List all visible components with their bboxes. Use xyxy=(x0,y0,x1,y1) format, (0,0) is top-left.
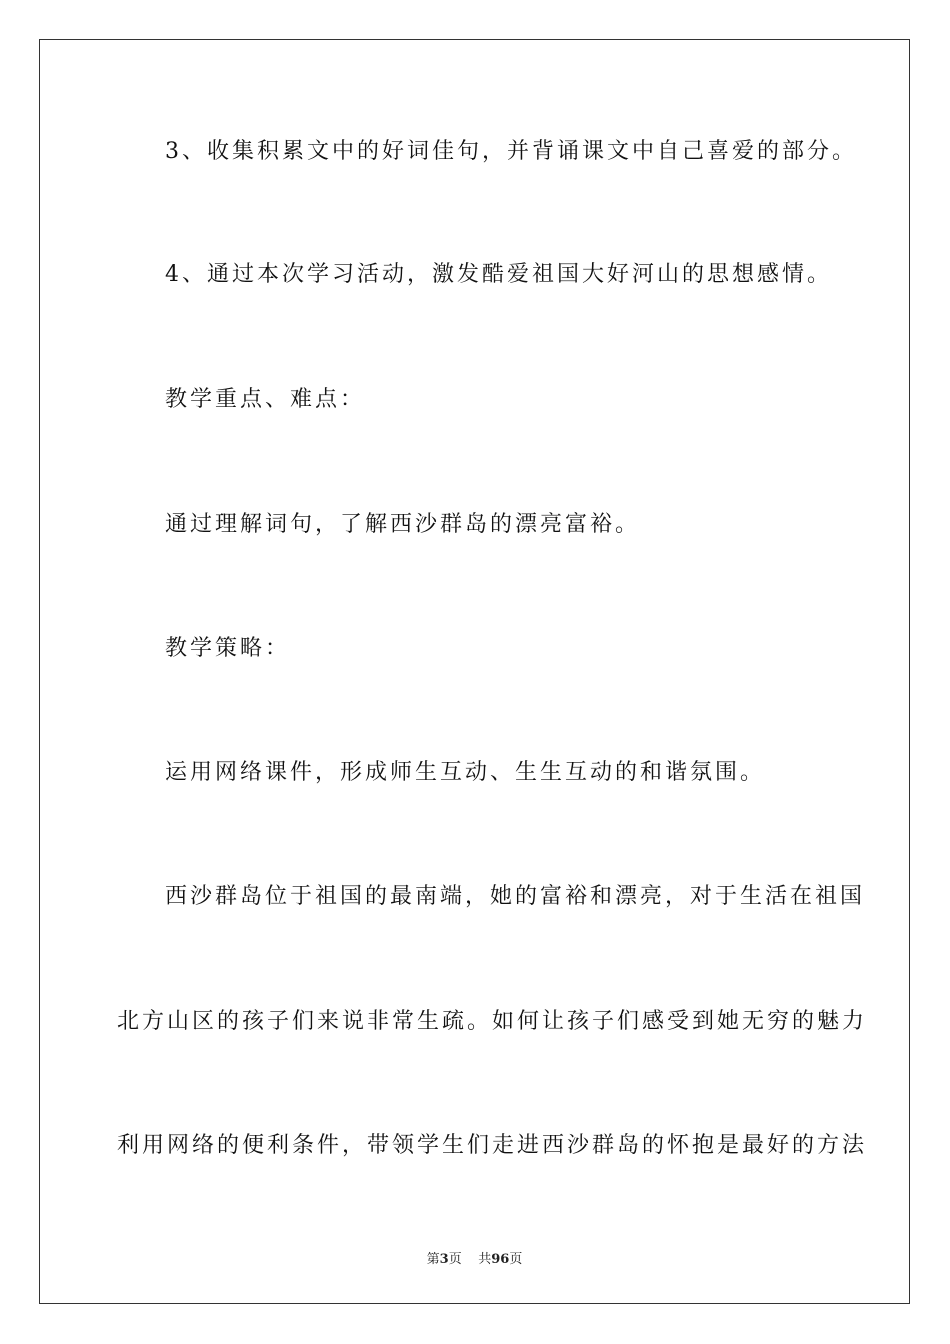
text-line-1: 3、收集积累文中的好词佳句，并背诵课文中自己喜爱的部分。 xyxy=(165,139,857,164)
footer-page-suffix: 页 xyxy=(448,1252,462,1267)
footer-prefix: 第 xyxy=(426,1252,440,1267)
text-line-2: 4、通过本次学习活动，激发酷爱祖国大好河山的思想感情。 xyxy=(165,262,832,287)
text-line-7: 西沙群岛位于祖国的最南端，她的富裕和漂亮，对于生活在祖国 xyxy=(165,884,866,909)
text-line-8: 北方山区的孩子们来说非常生疏。如何让孩子们感受到她无穷的魅力 xyxy=(117,1009,868,1034)
text-line-5: 教学策略： xyxy=(165,636,291,661)
text-line-9: 利用网络的便利条件，带领学生们走进西沙群岛的怀抱是最好的方法 xyxy=(117,1133,868,1158)
footer-page-number: 3 xyxy=(439,1252,449,1267)
page-footer xyxy=(40,1248,909,1267)
text-line-6: 运用网络课件，形成师生互动、生生互动的和谐氛围。 xyxy=(165,760,766,785)
page-frame xyxy=(39,39,910,1304)
footer-total-prefix: 共 xyxy=(478,1252,492,1267)
footer-total-suffix: 页 xyxy=(509,1252,523,1267)
text-line-3: 教学重点、难点： xyxy=(165,387,366,412)
footer-total-pages: 96 xyxy=(491,1252,510,1267)
text-line-4: 通过理解词句，了解西沙群岛的漂亮富裕。 xyxy=(165,512,641,537)
